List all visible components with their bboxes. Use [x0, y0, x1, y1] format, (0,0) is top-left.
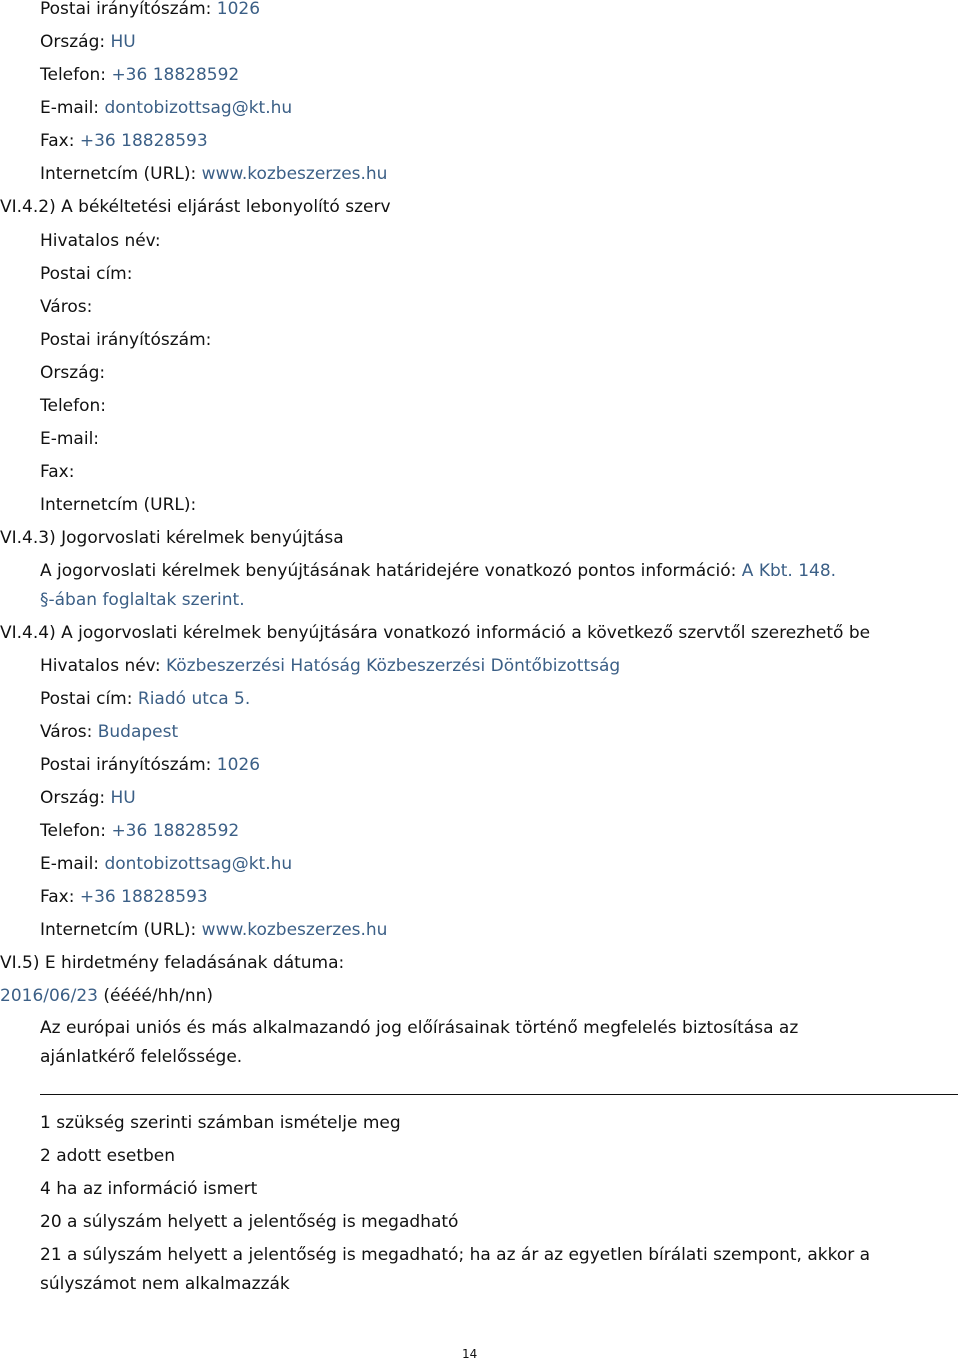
s642-name-label: Hivatalos név:: [40, 231, 161, 251]
s642-fax-label: Fax:: [40, 462, 75, 482]
value: 1026: [216, 0, 261, 19]
section-heading-vi-5: VI.5) E hirdetmény feladásának dátuma:: [0, 953, 345, 973]
value: Közbeszerzési Hatóság Közbeszerzési Döntőbizottság: [165, 656, 621, 676]
label: Postai irányítószám:: [40, 0, 212, 19]
footnote-2: 2 adott esetben: [40, 1146, 176, 1166]
s65-date: 2016/06/23: [0, 986, 98, 1006]
footnote-4: 4 ha az információ ismert: [40, 1179, 258, 1199]
s644-postal-code-row: [40, 754, 260, 776]
s643-value-line1: A Kbt. 148.: [741, 561, 837, 581]
top-fax-row: [40, 130, 208, 152]
value: Riadó utca 5.: [137, 689, 251, 709]
s642-postal-code-label: Postai irányítószám:: [40, 330, 212, 350]
value: www.kozbeszerzes.hu: [201, 164, 388, 184]
s643-text: A jogorvoslati kérelmek benyújtásának határidejére vonatkozó pontos információ:: [40, 561, 737, 581]
value: +36 18828593: [79, 131, 208, 151]
label: E-mail:: [40, 854, 100, 874]
s643-value-line2: §-ában foglaltak szerint.: [40, 590, 245, 610]
top-country-row: [40, 31, 136, 53]
section-heading-vi-4-3: VI.4.3) Jogorvoslati kérelmek benyújtása: [0, 528, 344, 548]
top-postal-code-row: [40, 0, 260, 20]
value: www.kozbeszerzes.hu: [201, 920, 388, 940]
section-heading-vi-4-2: VI.4.2) A békéltetési eljárást lebonyolító szerv: [0, 197, 391, 217]
s65-date-row: [0, 985, 213, 1007]
top-email-row: [40, 97, 292, 119]
s643-text-row: [40, 560, 836, 582]
s644-name-row: [40, 655, 620, 677]
value: HU: [110, 788, 136, 808]
s644-fax-row: [40, 886, 208, 908]
label: Internetcím (URL):: [40, 164, 197, 184]
footnote-21-line1: 21 a súlyszám helyett a jelentőség is megadható; ha az ár az egyetlen bírálati szempont, akkor a: [40, 1245, 871, 1265]
footnote-20: 20 a súlyszám helyett a jelentőség is megadható: [40, 1212, 459, 1232]
value: +36 18828592: [111, 821, 240, 841]
value: +36 18828593: [79, 887, 208, 907]
s644-email-row: [40, 853, 292, 875]
s644-city-row: [40, 721, 178, 743]
label: Fax:: [40, 887, 75, 907]
label: Hivatalos név:: [40, 656, 161, 676]
label: Ország:: [40, 32, 106, 52]
value: dontobizottsag@kt.hu: [104, 98, 293, 118]
s642-country-label: Ország:: [40, 363, 106, 383]
label: Telefon:: [40, 65, 107, 85]
value: HU: [110, 32, 136, 52]
value: dontobizottsag@kt.hu: [104, 854, 293, 874]
label: Postai cím:: [40, 689, 133, 709]
top-url-row: [40, 163, 387, 185]
value: +36 18828592: [111, 65, 240, 85]
s642-city-label: Város:: [40, 297, 93, 317]
page-number: 14: [462, 1347, 478, 1361]
value: Budapest: [97, 722, 179, 742]
s644-country-row: [40, 787, 136, 809]
label: Telefon:: [40, 821, 107, 841]
s65-note-line1: Az európai uniós és más alkalmazandó jog előírásainak történő megfelelés biztosítása az: [40, 1018, 799, 1038]
s642-phone-label: Telefon:: [40, 396, 107, 416]
s644-address-row: [40, 688, 250, 710]
s644-phone-row: [40, 820, 239, 842]
s642-url-label: Internetcím (URL):: [40, 495, 197, 515]
s644-url-row: [40, 919, 387, 941]
footnote-divider: [40, 1094, 958, 1095]
s642-address-label: Postai cím:: [40, 264, 133, 284]
s65-date-format: (éééé/hh/nn): [103, 986, 214, 1006]
top-phone-row: [40, 64, 239, 86]
section-heading-vi-4-4: VI.4.4) A jogorvoslati kérelmek benyújtására vonatkozó információ a következő szervtől szerezhető be: [0, 623, 871, 643]
footnote-1: 1 szükség szerinti számban ismételje meg: [40, 1113, 401, 1133]
label: Fax:: [40, 131, 75, 151]
label: Ország:: [40, 788, 106, 808]
s642-email-label: E-mail:: [40, 429, 100, 449]
label: E-mail:: [40, 98, 100, 118]
value: 1026: [216, 755, 261, 775]
s65-note-line2: ajánlatkérő felelőssége.: [40, 1047, 243, 1067]
label: Internetcím (URL):: [40, 920, 197, 940]
footnote-21-line2: súlyszámot nem alkalmazzák: [40, 1274, 290, 1294]
label: Postai irányítószám:: [40, 755, 212, 775]
label: Város:: [40, 722, 93, 742]
